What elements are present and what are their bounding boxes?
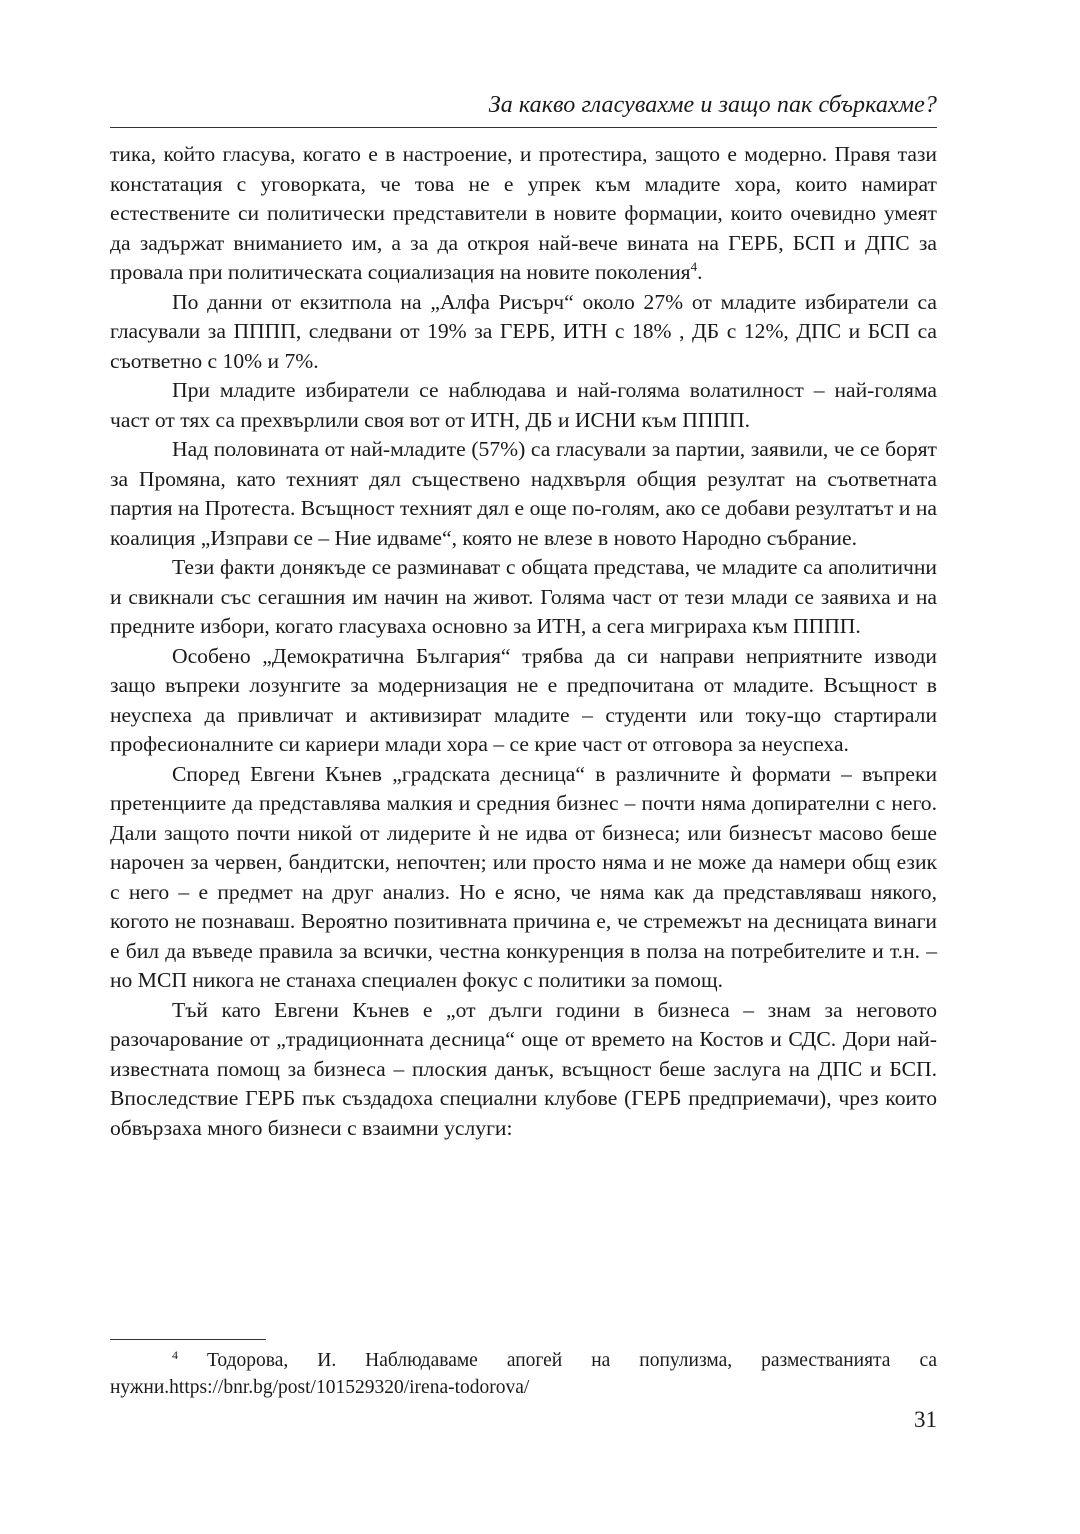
- book-page: [110, 0, 937, 1534]
- paragraph-1-end: .: [697, 260, 703, 284]
- paragraph-4: Над половината от най-младите (57%) са гласували за партии, заявили, че се борят за Промяна, като техният дял съществено надхвърля общия резултат на съответната партия на Протеста. Всъщност техният дял е още по-голям, ако се добави резултатът и на коалиция „Изправи се – Ние идваме“, която не влезе в новото Народно събрание.: [110, 437, 937, 550]
- paragraph-1-text: тика, който гласува, когато е в настроение, и протестира, защото е модерно. Правя тази констатация с уговорката, че това не е упрек към младите хора, които намират естествените си политически представители в новите формации, които очевидно умеят да задържат вниманието им, а за да открoя най-вече вината на ГЕРБ, БСП и ДПС за провала при политическата социализация на новите поколения: [110, 142, 937, 284]
- paragraph-6: Особено „Демократична България“ трябва да си направи неприятните изводи защо въпреки лозунгите за модернизация не е предпочитана от младите. Всъщност в неуспеха да привличат и активизират младите – студенти или току-що стартирали професионалните си кариери млади хора – се крие част от отговора за неуспеха.: [110, 643, 937, 756]
- footnote-rule: [110, 1339, 266, 1340]
- footnote-marker: 4: [172, 1348, 178, 1362]
- header-rule: [110, 127, 937, 128]
- paragraph-1: [110, 140, 937, 288]
- paragraph-7: Според Евгени Кънев „градската десница“ в различните ѝ формати – въпреки претенциите да представлява малкия и средния бизнес – почти няма допирателни с него. Дали защото почти никой от лидерите ѝ не идва от бизнеса; или бизнесът масово беше нарочен за червен, бандитски, непочтен; или просто няма и не може да намери общ език с него – е предмет на друг анализ. Но е ясно, че няма как да представляваш някого, когото не познаваш. Вероятно позитивната причина е, че стремежът на десницата винаги е бил да въведе правила за всички, честна конкуренция в полза на потребителите и т.н. – но МСП никога не станаха специален фокус с политики за помощ.: [110, 761, 937, 992]
- body-text: [110, 140, 937, 1143]
- footnote-reference: 4: [690, 259, 698, 274]
- paragraph-5: Тези факти донякъде се разминават с общата представа, че младите са аполитични и свикнали със сегашния им начин на живот. Голяма част от тези млади се заявиха и на предните избори, когато гласуваха основно за ИТН, а сега мигрираха към ПППП.: [110, 555, 937, 638]
- paragraph-8: Тъй като Евгени Кънев е „от дълги години в бизнеса – знам за неговото разочарование от „традиционната десница“ още от времето на Костов и СДС. Дори най-известната помощ за бизнеса – плоския данък, всъщност беше заслуга на ДПС и БСП. Впоследствие ГЕРБ пък създадоха специални клубове (ГЕРБ предприемачи), чрез които обвързаха много бизнеси с взаимни услуги:: [110, 997, 937, 1140]
- running-header: За какво гласувахме и защо пак сбъркахме?: [488, 92, 937, 118]
- footnote: [110, 1347, 937, 1401]
- paragraph-2: По данни от екзитпола на „Алфа Рисърч“ около 27% от младите избиратели са гласували за ПППП, следвани от 19% за ГЕРБ, ИТН с 18% , ДБ с 12%, ДПС и БСП са съответно с 10% и 7%.: [110, 289, 937, 373]
- paragraph-3: При младите избиратели се наблюдава и най-голяма волатилност – най-голяма част от тях са прехвърлили своя вот от ИТН, ДБ и ИСНИ към ПППП.: [110, 378, 937, 432]
- footnote-text: Тодорова, И. Наблюдаваме апогей на популизма, разместванията са нужни.https://bnr.bg/post/101529320/irena-todorova/: [110, 1350, 937, 1398]
- page-number: 31: [914, 1407, 937, 1432]
